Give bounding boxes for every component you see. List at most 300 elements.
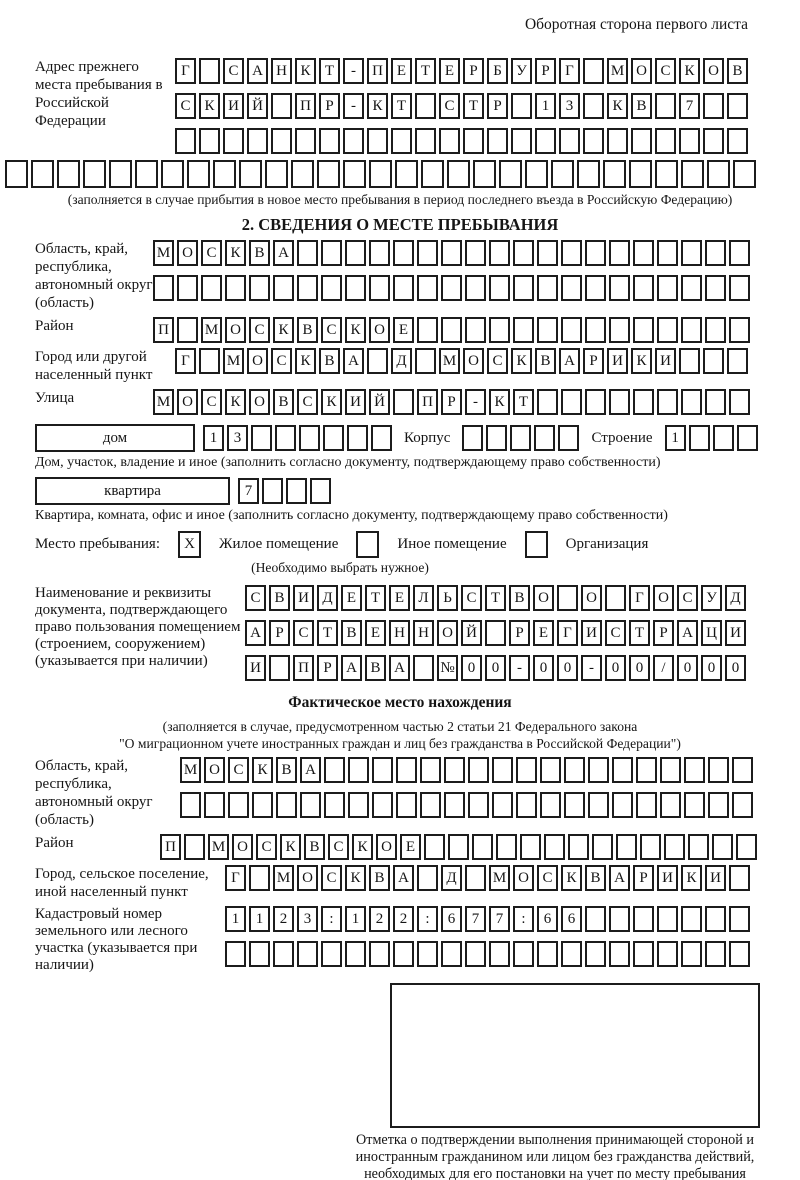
char-cell[interactable]: С (256, 834, 277, 860)
char-cell[interactable]: О (581, 585, 602, 611)
char-cell[interactable] (684, 757, 705, 783)
char-cell[interactable]: О (204, 757, 225, 783)
char-cell[interactable]: Т (463, 93, 484, 119)
char-cell[interactable]: К (631, 348, 652, 374)
char-cell[interactable] (321, 275, 342, 301)
char-cell[interactable] (577, 160, 600, 188)
char-cell[interactable] (109, 160, 132, 188)
char-cell[interactable] (441, 941, 462, 967)
char-cell[interactable]: О (247, 348, 268, 374)
char-cell[interactable]: Р (583, 348, 604, 374)
char-cell[interactable]: М (153, 389, 174, 415)
char-cell[interactable] (420, 792, 441, 818)
char-cell[interactable]: Т (317, 620, 338, 646)
char-cell[interactable] (273, 941, 294, 967)
char-cell[interactable] (252, 792, 273, 818)
char-cell[interactable]: К (225, 240, 246, 266)
char-cell[interactable] (516, 757, 537, 783)
char-cell[interactable]: К (345, 865, 366, 891)
char-cell[interactable] (468, 757, 489, 783)
char-cell[interactable] (733, 160, 756, 188)
char-cell[interactable]: - (343, 58, 364, 84)
char-cell[interactable]: С (297, 389, 318, 415)
char-cell[interactable]: К (252, 757, 273, 783)
char-cell[interactable]: Н (413, 620, 434, 646)
char-cell[interactable] (707, 160, 730, 188)
char-cell[interactable]: М (223, 348, 244, 374)
char-cell[interactable] (557, 585, 578, 611)
char-cell[interactable]: Р (319, 93, 340, 119)
char-cell[interactable]: 1 (203, 425, 224, 451)
char-cell[interactable]: К (345, 317, 366, 343)
char-cell[interactable]: / (653, 655, 674, 681)
char-cell[interactable]: К (489, 389, 510, 415)
char-cell[interactable]: 2 (273, 906, 294, 932)
char-cell[interactable] (657, 941, 678, 967)
char-cell[interactable]: - (465, 389, 486, 415)
char-cell[interactable]: В (509, 585, 530, 611)
char-cell[interactable] (489, 240, 510, 266)
char-cell[interactable] (607, 128, 628, 154)
char-cell[interactable] (544, 834, 565, 860)
char-cell[interactable]: Е (533, 620, 554, 646)
char-cell[interactable]: М (489, 865, 510, 891)
char-cell[interactable]: 0 (701, 655, 722, 681)
char-cell[interactable]: П (295, 93, 316, 119)
char-cell[interactable] (705, 275, 726, 301)
char-cell[interactable] (513, 240, 534, 266)
char-cell[interactable]: С (537, 865, 558, 891)
char-cell[interactable] (465, 317, 486, 343)
char-cell[interactable] (295, 128, 316, 154)
char-cell[interactable]: И (725, 620, 746, 646)
char-cell[interactable]: Т (319, 58, 340, 84)
char-cell[interactable] (609, 389, 630, 415)
char-cell[interactable] (684, 792, 705, 818)
char-cell[interactable] (496, 834, 517, 860)
char-cell[interactable] (345, 275, 366, 301)
char-cell[interactable]: С (245, 585, 266, 611)
char-cell[interactable] (265, 160, 288, 188)
char-cell[interactable] (286, 478, 307, 504)
char-cell[interactable]: П (293, 655, 314, 681)
char-cell[interactable]: К (273, 317, 294, 343)
char-cell[interactable] (511, 128, 532, 154)
char-cell[interactable] (585, 389, 606, 415)
char-cell[interactable]: Б (487, 58, 508, 84)
char-cell[interactable] (664, 834, 685, 860)
char-cell[interactable] (681, 941, 702, 967)
char-cell[interactable] (177, 275, 198, 301)
char-cell[interactable] (324, 757, 345, 783)
char-cell[interactable] (420, 757, 441, 783)
char-cell[interactable] (729, 240, 750, 266)
char-cell[interactable] (489, 941, 510, 967)
char-cell[interactable] (729, 941, 750, 967)
char-cell[interactable] (83, 160, 106, 188)
char-cell[interactable]: Р (317, 655, 338, 681)
char-cell[interactable] (689, 425, 710, 451)
char-cell[interactable] (396, 757, 417, 783)
char-cell[interactable] (729, 389, 750, 415)
char-cell[interactable] (592, 834, 613, 860)
char-cell[interactable] (537, 941, 558, 967)
char-cell[interactable]: С (461, 585, 482, 611)
char-cell[interactable] (369, 275, 390, 301)
char-cell[interactable] (273, 275, 294, 301)
char-cell[interactable] (473, 160, 496, 188)
char-cell[interactable]: 2 (369, 906, 390, 932)
char-cell[interactable] (291, 160, 314, 188)
char-cell[interactable]: - (343, 93, 364, 119)
char-cell[interactable] (487, 128, 508, 154)
char-cell[interactable]: И (293, 585, 314, 611)
char-cell[interactable] (417, 275, 438, 301)
char-cell[interactable] (269, 655, 290, 681)
char-cell[interactable]: О (225, 317, 246, 343)
char-cell[interactable] (417, 941, 438, 967)
char-cell[interactable]: М (180, 757, 201, 783)
char-cell[interactable] (180, 792, 201, 818)
char-cell[interactable] (275, 425, 296, 451)
char-cell[interactable]: 0 (605, 655, 626, 681)
char-cell[interactable] (703, 348, 724, 374)
char-cell[interactable] (703, 93, 724, 119)
char-cell[interactable] (417, 317, 438, 343)
char-cell[interactable]: И (581, 620, 602, 646)
char-cell[interactable]: А (300, 757, 321, 783)
char-cell[interactable]: 0 (557, 655, 578, 681)
char-cell[interactable] (540, 757, 561, 783)
char-cell[interactable]: - (581, 655, 602, 681)
char-cell[interactable] (177, 317, 198, 343)
char-cell[interactable]: И (657, 865, 678, 891)
char-cell[interactable] (371, 425, 392, 451)
char-cell[interactable]: 0 (485, 655, 506, 681)
char-cell[interactable] (439, 128, 460, 154)
char-cell[interactable] (310, 478, 331, 504)
char-cell[interactable]: В (297, 317, 318, 343)
char-cell[interactable] (534, 425, 555, 451)
char-cell[interactable]: В (304, 834, 325, 860)
char-cell[interactable] (561, 240, 582, 266)
char-cell[interactable] (297, 275, 318, 301)
char-cell[interactable] (251, 425, 272, 451)
char-cell[interactable]: С (201, 389, 222, 415)
char-cell[interactable] (537, 317, 558, 343)
char-cell[interactable] (609, 317, 630, 343)
char-cell[interactable] (297, 941, 318, 967)
char-cell[interactable] (537, 275, 558, 301)
char-cell[interactable] (486, 425, 507, 451)
char-cell[interactable]: О (513, 865, 534, 891)
char-cell[interactable] (510, 425, 531, 451)
char-cell[interactable]: В (269, 585, 290, 611)
char-cell[interactable]: 6 (537, 906, 558, 932)
char-cell[interactable] (588, 757, 609, 783)
char-cell[interactable] (520, 834, 541, 860)
char-cell[interactable] (348, 792, 369, 818)
char-cell[interactable] (585, 317, 606, 343)
char-cell[interactable]: С (655, 58, 676, 84)
char-cell[interactable]: В (369, 865, 390, 891)
char-cell[interactable]: Й (461, 620, 482, 646)
char-cell[interactable]: А (245, 620, 266, 646)
char-cell[interactable]: М (273, 865, 294, 891)
char-cell[interactable] (681, 317, 702, 343)
char-cell[interactable]: Л (413, 585, 434, 611)
char-cell[interactable]: Ц (701, 620, 722, 646)
char-cell[interactable] (276, 792, 297, 818)
char-cell[interactable] (343, 128, 364, 154)
char-cell[interactable]: 0 (725, 655, 746, 681)
char-cell[interactable]: К (561, 865, 582, 891)
char-cell[interactable] (561, 941, 582, 967)
char-cell[interactable] (583, 58, 604, 84)
char-cell[interactable] (729, 906, 750, 932)
char-cell[interactable]: К (352, 834, 373, 860)
char-cell[interactable] (537, 389, 558, 415)
char-cell[interactable]: В (631, 93, 652, 119)
char-cell[interactable] (444, 757, 465, 783)
char-cell[interactable]: П (417, 389, 438, 415)
char-cell[interactable] (609, 941, 630, 967)
char-cell[interactable] (223, 128, 244, 154)
char-cell[interactable]: 0 (677, 655, 698, 681)
char-cell[interactable]: Й (369, 389, 390, 415)
char-cell[interactable] (609, 240, 630, 266)
char-cell[interactable]: С (175, 93, 196, 119)
char-cell[interactable] (732, 757, 753, 783)
char-cell[interactable] (247, 128, 268, 154)
char-cell[interactable] (465, 865, 486, 891)
char-cell[interactable]: 7 (465, 906, 486, 932)
char-cell[interactable] (736, 834, 757, 860)
char-cell[interactable] (413, 655, 434, 681)
char-cell[interactable]: А (273, 240, 294, 266)
char-cell[interactable] (535, 128, 556, 154)
char-cell[interactable]: М (201, 317, 222, 343)
char-cell[interactable] (712, 834, 733, 860)
char-cell[interactable]: 1 (535, 93, 556, 119)
char-cell[interactable] (395, 160, 418, 188)
char-cell[interactable] (317, 160, 340, 188)
char-cell[interactable]: 3 (297, 906, 318, 932)
char-cell[interactable] (633, 389, 654, 415)
char-cell[interactable] (633, 275, 654, 301)
char-cell[interactable]: 3 (227, 425, 248, 451)
char-cell[interactable] (631, 128, 652, 154)
char-cell[interactable] (681, 160, 704, 188)
char-cell[interactable]: У (701, 585, 722, 611)
char-cell[interactable] (737, 425, 758, 451)
char-cell[interactable]: Е (439, 58, 460, 84)
char-cell[interactable]: Д (725, 585, 746, 611)
char-cell[interactable]: Е (389, 585, 410, 611)
char-cell[interactable]: И (705, 865, 726, 891)
char-cell[interactable] (708, 757, 729, 783)
char-cell[interactable] (204, 792, 225, 818)
char-cell[interactable] (568, 834, 589, 860)
char-cell[interactable] (485, 620, 506, 646)
char-cell[interactable]: А (609, 865, 630, 891)
char-cell[interactable] (367, 348, 388, 374)
char-cell[interactable] (441, 317, 462, 343)
char-cell[interactable]: Г (629, 585, 650, 611)
char-cell[interactable]: С (223, 58, 244, 84)
char-cell[interactable]: В (249, 240, 270, 266)
char-cell[interactable]: Г (175, 58, 196, 84)
char-cell[interactable]: К (367, 93, 388, 119)
char-cell[interactable] (511, 93, 532, 119)
char-cell[interactable]: К (607, 93, 628, 119)
char-cell[interactable]: Н (271, 58, 292, 84)
char-cell[interactable]: И (223, 93, 244, 119)
char-cell[interactable] (225, 275, 246, 301)
char-cell[interactable]: С (487, 348, 508, 374)
char-cell[interactable] (537, 240, 558, 266)
char-cell[interactable]: : (417, 906, 438, 932)
char-cell[interactable] (727, 128, 748, 154)
char-cell[interactable] (583, 128, 604, 154)
char-cell[interactable] (679, 348, 700, 374)
char-cell[interactable] (393, 275, 414, 301)
char-cell[interactable] (633, 317, 654, 343)
char-cell[interactable]: Н (389, 620, 410, 646)
char-cell[interactable] (396, 792, 417, 818)
char-cell[interactable]: Ь (437, 585, 458, 611)
char-cell[interactable]: П (160, 834, 181, 860)
char-cell[interactable] (729, 317, 750, 343)
char-cell[interactable] (153, 275, 174, 301)
char-cell[interactable] (321, 941, 342, 967)
char-cell[interactable]: 1 (249, 906, 270, 932)
char-cell[interactable] (657, 389, 678, 415)
char-cell[interactable] (369, 240, 390, 266)
char-cell[interactable] (657, 275, 678, 301)
char-cell[interactable]: С (321, 865, 342, 891)
char-cell[interactable]: Р (269, 620, 290, 646)
char-cell[interactable] (161, 160, 184, 188)
char-cell[interactable]: Р (509, 620, 530, 646)
char-cell[interactable] (564, 792, 585, 818)
char-cell[interactable] (415, 93, 436, 119)
char-cell[interactable]: С (271, 348, 292, 374)
char-cell[interactable] (199, 128, 220, 154)
char-cell[interactable] (345, 240, 366, 266)
char-cell[interactable]: : (321, 906, 342, 932)
char-cell[interactable]: К (511, 348, 532, 374)
char-cell[interactable]: П (367, 58, 388, 84)
char-cell[interactable]: 6 (441, 906, 462, 932)
char-cell[interactable] (249, 865, 270, 891)
char-cell[interactable] (616, 834, 637, 860)
char-cell[interactable] (729, 275, 750, 301)
char-cell[interactable] (633, 941, 654, 967)
char-cell[interactable] (703, 128, 724, 154)
char-cell[interactable] (605, 585, 626, 611)
char-cell[interactable]: С (321, 317, 342, 343)
char-cell[interactable] (513, 275, 534, 301)
char-cell[interactable] (348, 757, 369, 783)
char-cell[interactable]: С (293, 620, 314, 646)
char-cell[interactable] (213, 160, 236, 188)
char-cell[interactable] (421, 160, 444, 188)
char-cell[interactable]: С (677, 585, 698, 611)
char-cell[interactable] (187, 160, 210, 188)
char-cell[interactable]: К (199, 93, 220, 119)
char-cell[interactable]: 6 (561, 906, 582, 932)
char-cell[interactable]: Р (535, 58, 556, 84)
stay-option-residential-checkbox[interactable]: X (178, 531, 201, 558)
char-cell[interactable]: 2 (393, 906, 414, 932)
char-cell[interactable] (629, 160, 652, 188)
char-cell[interactable] (184, 834, 205, 860)
char-cell[interactable] (609, 275, 630, 301)
char-cell[interactable] (472, 834, 493, 860)
char-cell[interactable]: К (321, 389, 342, 415)
char-cell[interactable]: С (201, 240, 222, 266)
char-cell[interactable]: В (365, 655, 386, 681)
char-cell[interactable] (681, 389, 702, 415)
char-cell[interactable] (468, 792, 489, 818)
char-cell[interactable] (367, 128, 388, 154)
char-cell[interactable] (463, 128, 484, 154)
char-cell[interactable]: М (439, 348, 460, 374)
char-cell[interactable] (732, 792, 753, 818)
char-cell[interactable]: У (511, 58, 532, 84)
char-cell[interactable]: Й (247, 93, 268, 119)
char-cell[interactable] (583, 93, 604, 119)
char-cell[interactable]: О (369, 317, 390, 343)
char-cell[interactable] (713, 425, 734, 451)
char-cell[interactable]: В (727, 58, 748, 84)
char-cell[interactable]: С (439, 93, 460, 119)
char-cell[interactable] (708, 792, 729, 818)
char-cell[interactable]: Т (365, 585, 386, 611)
char-cell[interactable] (561, 275, 582, 301)
char-cell[interactable]: А (341, 655, 362, 681)
char-cell[interactable] (462, 425, 483, 451)
char-cell[interactable] (201, 275, 222, 301)
char-cell[interactable]: А (559, 348, 580, 374)
char-cell[interactable] (444, 792, 465, 818)
char-cell[interactable]: В (276, 757, 297, 783)
char-cell[interactable]: К (681, 865, 702, 891)
char-cell[interactable]: О (249, 389, 270, 415)
char-cell[interactable] (727, 348, 748, 374)
char-cell[interactable]: 0 (533, 655, 554, 681)
char-cell[interactable] (516, 792, 537, 818)
char-cell[interactable] (561, 317, 582, 343)
char-cell[interactable] (657, 240, 678, 266)
char-cell[interactable]: В (319, 348, 340, 374)
char-cell[interactable] (655, 93, 676, 119)
char-cell[interactable] (729, 865, 750, 891)
char-cell[interactable] (525, 160, 548, 188)
char-cell[interactable] (585, 275, 606, 301)
char-cell[interactable]: О (297, 865, 318, 891)
char-cell[interactable] (705, 906, 726, 932)
char-cell[interactable] (465, 240, 486, 266)
char-cell[interactable]: В (273, 389, 294, 415)
char-cell[interactable]: К (225, 389, 246, 415)
char-cell[interactable] (588, 792, 609, 818)
char-cell[interactable]: 7 (679, 93, 700, 119)
char-cell[interactable] (199, 58, 220, 84)
char-cell[interactable]: Т (485, 585, 506, 611)
char-cell[interactable] (228, 792, 249, 818)
